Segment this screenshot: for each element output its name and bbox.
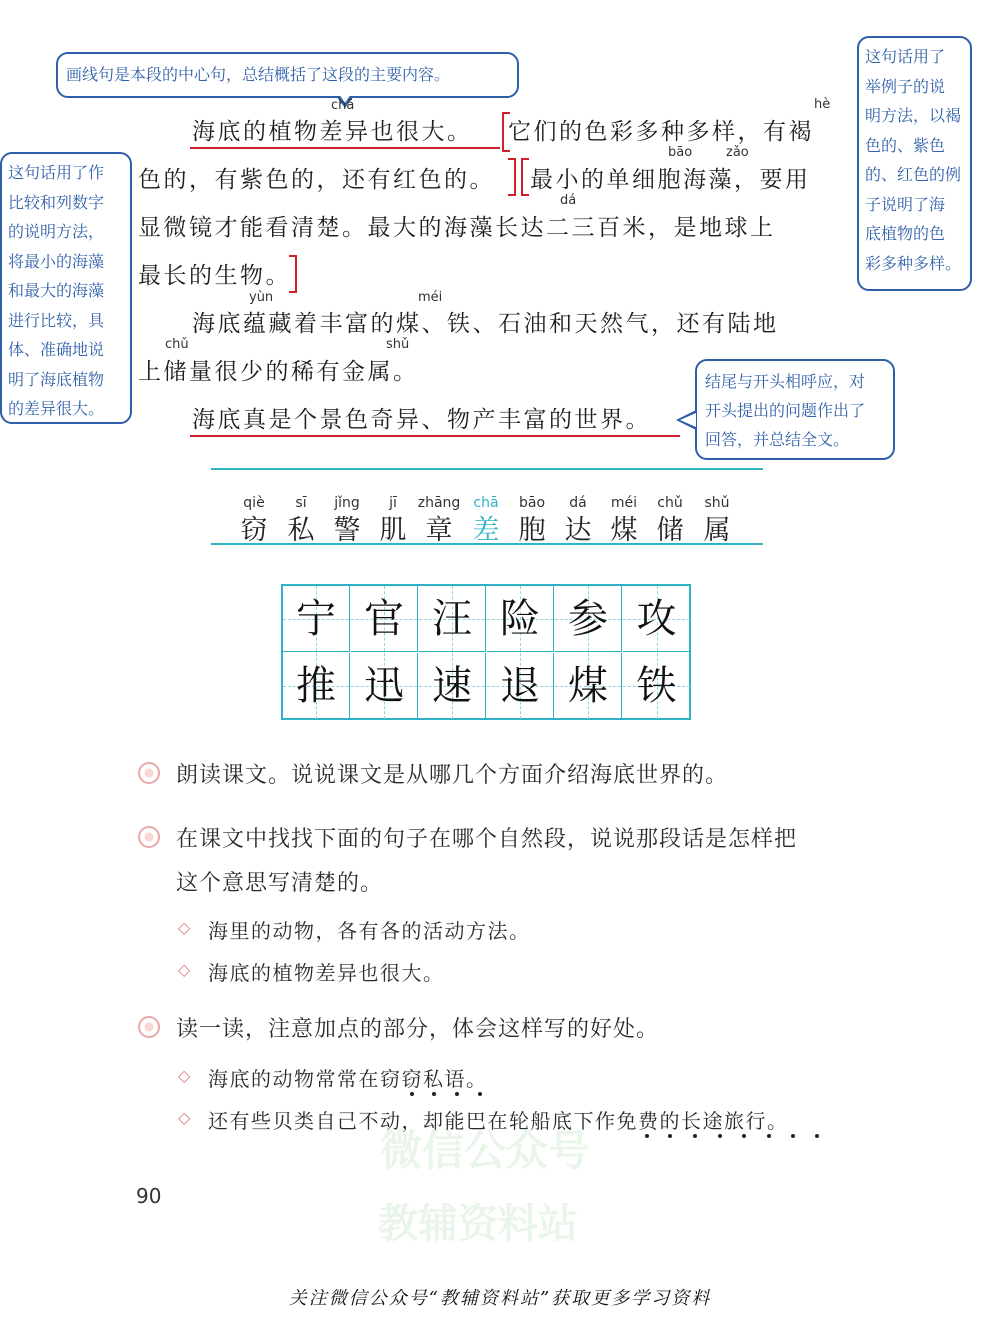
emphasis-dot: [815, 1134, 819, 1138]
passage-text: 海底蕴藏着丰富的煤、铁、石油和天然气，还有陆地: [192, 311, 779, 337]
pinyin-annotation: dá: [560, 193, 577, 208]
pinyin-annotation: chǔ: [165, 337, 189, 352]
callout-line: 将最小的海藻: [8, 251, 105, 271]
red-bracket-close: [289, 255, 297, 293]
writing-grid: [281, 584, 691, 720]
page-number: 90: [136, 1184, 162, 1208]
grid-cell: 推: [283, 653, 350, 719]
flower-badge-icon: [138, 826, 160, 848]
flower-badge-icon: [138, 762, 160, 784]
grid-cell: 险: [487, 586, 554, 652]
grid-cell: 宁: [283, 586, 350, 652]
emphasis-dot: [432, 1092, 436, 1096]
callout-line: 进行比较，具: [8, 310, 105, 330]
vocab-char: shǔ 属: [703, 495, 731, 546]
grid-cell: 速: [419, 653, 486, 719]
grid-cell: 铁: [623, 653, 690, 719]
vocab-char: sī 私: [287, 495, 315, 546]
vocab-char: zhāng 章: [417, 495, 461, 546]
pinyin-annotation: yùn: [249, 290, 274, 305]
passage-text: 最小的单细胞海藻，要用: [530, 167, 811, 193]
concluding-sentence: 海底真是个景色奇异、物产丰富的世界。: [192, 407, 651, 433]
callout-line: 明方法，以褐: [865, 106, 962, 125]
vocab-char: bāo 胞: [518, 495, 546, 546]
vocab-char: chǔ 储: [656, 495, 684, 546]
emphasis-dot: [791, 1134, 795, 1138]
callout-line: 的差异很大。: [8, 399, 105, 418]
diamond-outline-icon: ◇: [178, 918, 191, 937]
grid-cell: 汪: [419, 586, 486, 652]
sentence-item: 海底的动物常常在窃窃私语。: [208, 1067, 488, 1091]
grid-cell: 迅: [351, 653, 418, 719]
emphasis-dot: [718, 1134, 722, 1138]
watermark-text: 微信公众号: [380, 1126, 591, 1175]
pinyin-annotation: chā: [331, 98, 355, 113]
callout-line: 子说明了海: [865, 194, 946, 214]
grid-cell: 参: [555, 586, 622, 652]
callout-line: 彩多种多样。: [865, 253, 962, 273]
callout-text: 画线句是本段的中心句，总结概括了这段的主要内容。: [66, 65, 451, 84]
callout-line: 的、红色的例: [865, 165, 962, 184]
watermark-text: 教辅资料站: [378, 1201, 578, 1247]
diamond-outline-icon: ◇: [178, 960, 191, 979]
sentence-item: 海底的植物差异也很大。: [208, 961, 445, 985]
callout-tail-inner: [680, 413, 696, 427]
callout-line: 回答，并总结全文。: [705, 430, 850, 449]
pinyin-annotation: zǎo: [726, 145, 749, 160]
vocab-char: méi 煤: [610, 495, 638, 546]
callout-line: 体、准确地说: [8, 340, 105, 359]
grid-cell: 官: [351, 586, 418, 652]
callout-line: 开头提出的问题作出了: [705, 401, 866, 420]
passage-text: 上储量很少的稀有金属。: [138, 359, 419, 385]
pinyin-annotation: méi: [418, 290, 443, 305]
emphasis-dot: [455, 1092, 459, 1096]
red-bracket-close: [508, 158, 516, 196]
sentence-item: 海里的动物，各有各的活动方法。: [208, 919, 531, 943]
vocab-char: dá 达: [564, 495, 592, 546]
footer-note: 关注微信公众号“教辅资料站”获取更多学习资料: [288, 1288, 712, 1309]
vocab-char: jǐng 警: [333, 495, 361, 546]
vocab-divider: [211, 468, 763, 470]
emphasis-dot: [767, 1134, 771, 1138]
callout-ending: [695, 359, 895, 460]
vocab-char: qiè 窃: [240, 495, 268, 546]
emphasis-dot: [645, 1134, 649, 1138]
vocab-char: jī 肌: [379, 495, 407, 546]
red-underline: [190, 435, 680, 437]
grid-cell: 煤: [555, 653, 622, 719]
red-bracket-open: [521, 158, 529, 196]
central-sentence: 海底的植物差异也很大。: [192, 119, 473, 145]
callout-line: 的说明方法，: [8, 222, 105, 241]
callout-line: 色的、紫色: [865, 135, 946, 155]
emphasis-dot: [410, 1092, 414, 1096]
question-1: 朗读课文。说说课文是从哪几个方面介绍海底世界的。: [176, 763, 729, 788]
pinyin-annotation: bāo: [668, 145, 693, 160]
passage-text: 它们的色彩多种多样，有褐: [508, 119, 814, 145]
callout-line: 比较和列数字: [8, 192, 105, 212]
callout-line: 这句话用了作: [8, 163, 105, 182]
callout-line: 结尾与开头相呼应，对: [705, 372, 866, 391]
vocab-char-highlight: chā 差: [472, 495, 500, 546]
callout-comparison: [0, 152, 132, 424]
question-2-line: 在课文中找找下面的句子在哪个自然段，说说那段话是怎样把: [176, 827, 798, 852]
diamond-outline-icon: ◇: [178, 1108, 191, 1127]
callout-line: 明了海底植物: [8, 369, 105, 389]
pinyin-annotation: shǔ: [386, 337, 410, 352]
passage-text: 显微镜才能看清楚。最大的海藻长达二三百米，是地球上: [138, 215, 776, 241]
flower-badge-icon: [138, 1016, 160, 1038]
sentence-item: 还有些贝类自己不动，却能巴在轮船底下作免费的长途旅行。: [208, 1109, 789, 1133]
emphasis-dot: [693, 1134, 697, 1138]
question-3: 读一读，注意加点的部分，体会这样写的好处。: [176, 1017, 660, 1042]
callout-line: 底植物的色: [865, 224, 946, 243]
emphasis-dot: [742, 1134, 746, 1138]
grid-cell: 攻: [623, 586, 690, 652]
emphasis-dot: [668, 1134, 672, 1138]
red-underline: [190, 147, 500, 149]
passage-text: 最长的生物。: [138, 263, 291, 289]
callout-line: 这句话用了: [865, 47, 946, 66]
diamond-outline-icon: ◇: [178, 1066, 191, 1085]
grid-cell: 退: [487, 653, 554, 719]
callout-examples: [857, 36, 972, 291]
question-2-line: 这个意思写清楚的。: [176, 871, 384, 896]
callout-line: 举例子的说: [865, 76, 946, 96]
emphasis-dot: [478, 1092, 482, 1096]
callout-line: 和最大的海藻: [8, 281, 105, 300]
callout-central-sentence: [56, 52, 519, 98]
passage-text: 色的，有紫色的，还有红色的。: [138, 167, 495, 193]
pinyin-annotation: hè: [814, 97, 831, 112]
